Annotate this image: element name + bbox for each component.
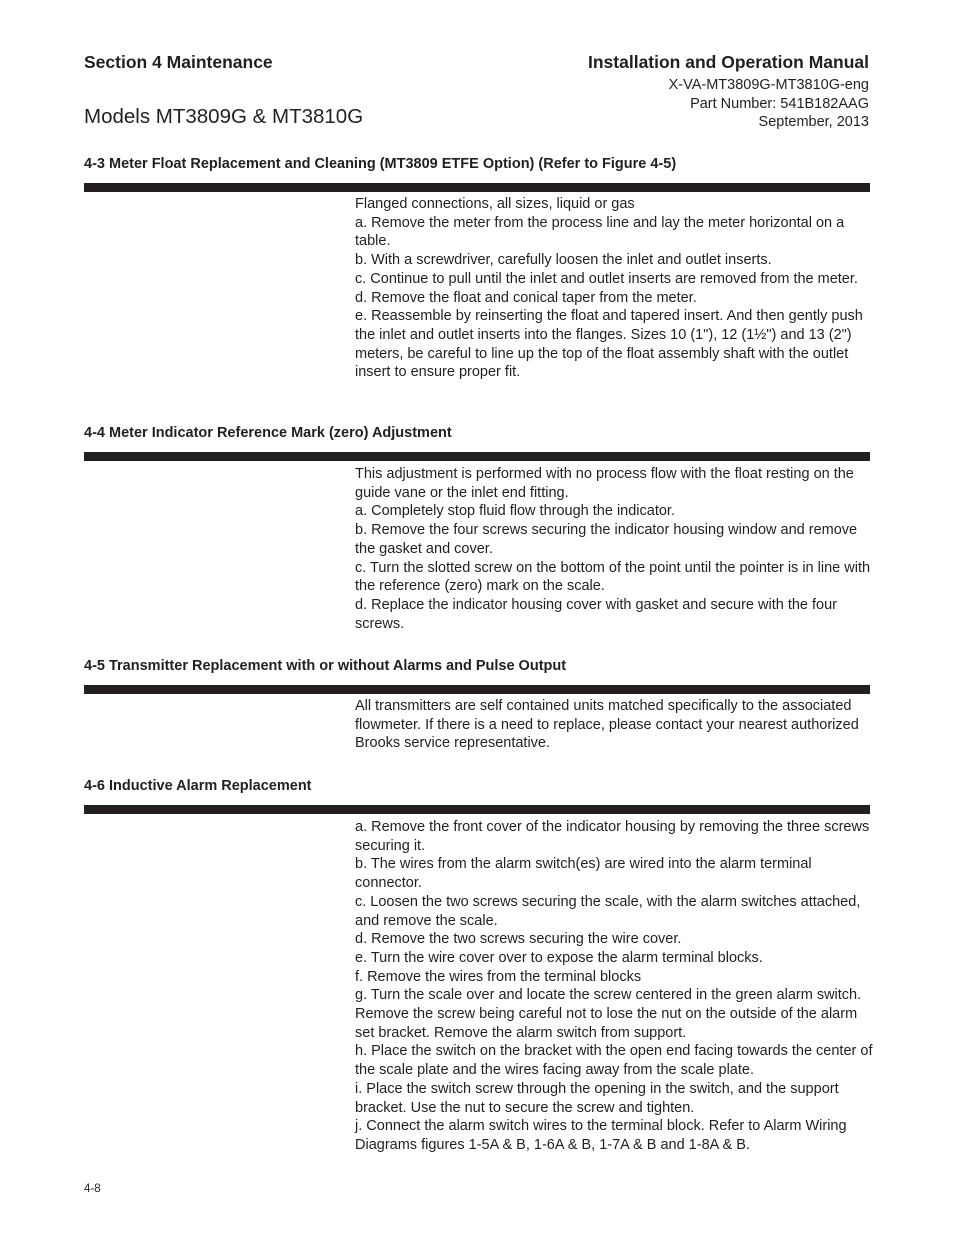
- section-body-4-3: [355, 195, 875, 382]
- section-title-4-6: 4-6 Inductive Alarm Replacement: [84, 778, 312, 794]
- paragraph: b. Remove the four screws securing the indicator housing window and remove the gasket and cover.: [355, 522, 858, 557]
- section-body-4-4: [355, 465, 875, 633]
- section-label: Section 4 Maintenance: [84, 52, 273, 72]
- paragraph: b. The wires from the alarm switch(es) are wired into the alarm terminal connector.: [355, 856, 812, 892]
- paragraph: g. Turn the scale over and locate the screw centered in the green alarm switch. Remove the screw being careful not to lose the nut on the outside of the alarm set bracket. Remove the alarm switch from support.: [355, 987, 862, 1041]
- section-body-4-6: [355, 818, 875, 1155]
- section-rule: [84, 183, 870, 192]
- section-rule: [84, 805, 870, 814]
- document-info: [588, 52, 869, 132]
- section-body-4-5: [355, 697, 875, 753]
- paragraph: This adjustment is performed with no process flow with the float resting on the guide vane or the inlet end fitting.: [355, 466, 854, 501]
- manual-title: Installation and Operation Manual: [588, 52, 869, 72]
- paragraph: b. With a screwdriver, carefully loosen the inlet and outlet inserts.: [355, 252, 772, 269]
- section-title-4-5: 4-5 Transmitter Replacement with or without Alarms and Pulse Output: [84, 658, 567, 674]
- paragraph: f. Remove the wires from the terminal blocks: [355, 968, 642, 985]
- page-number: 4-8: [84, 1183, 101, 1195]
- section-title-4-4: 4-4 Meter Indicator Reference Mark (zero) Adjustment: [84, 425, 452, 441]
- paragraph: c. Continue to pull until the inlet and outlet inserts are removed from the meter.: [355, 270, 858, 287]
- section-rule: [84, 685, 870, 694]
- paragraph: i. Place the switch screw through the opening in the switch, and the support bracket. Use the nut to secure the screw and tighten.: [355, 1080, 839, 1116]
- paragraph: e. Reassemble by reinserting the float and tapered insert. And then gently push the inlet and outlet inserts into the flanges. Sizes 10 (1"), 12 (1½") and 13 (2") meters, be careful to line up the top of the float assembly shaft with the outlet insert to ensure proper fit.: [355, 308, 863, 381]
- publication-date: September, 2013: [758, 114, 869, 130]
- paragraph: All transmitters are self contained units matched specifically to the associated flowmeter. If there is a need to replace, please contact your nearest authorized Brooks service representative.: [355, 698, 859, 752]
- paragraph: c. Turn the slotted screw on the bottom of the point until the pointer is in line with the reference (zero) mark on the scale.: [355, 559, 871, 595]
- paragraph: a. Completely stop fluid flow through the indicator.: [355, 503, 675, 520]
- paragraph: e. Turn the wire cover over to expose the alarm terminal blocks.: [355, 949, 763, 966]
- part-number: Part Number: 541B182AAG: [690, 95, 869, 112]
- section-rule: [84, 452, 870, 461]
- paragraph: d. Remove the float and conical taper from the meter.: [355, 289, 697, 306]
- paragraph: h. Place the switch on the bracket with the open end facing towards the center of the scale plate and the wires facing away from the scale plate.: [355, 1043, 873, 1079]
- paragraph: j. Connect the alarm switch wires to the terminal block. Refer to Alarm Wiring Diagrams figures 1-5A & B, 1-6A & B, 1-7A & B and 1-8A & B.: [355, 1118, 847, 1153]
- paragraph: a. Remove the front cover of the indicator housing by removing the three screws securing it.: [355, 819, 870, 854]
- document-number: X-VA-MT3809G-MT3810G-eng: [668, 77, 869, 93]
- paragraph: c. Loosen the two screws securing the scale, with the alarm switches attached, and remove the scale.: [355, 893, 861, 929]
- paragraph: Flanged connections, all sizes, liquid or gas: [355, 196, 635, 212]
- paragraph: d. Replace the indicator housing cover with gasket and secure with the four screws.: [355, 596, 837, 632]
- section-title-4-3: 4-3 Meter Float Replacement and Cleaning (MT3809 ETFE Option) (Refer to Figure 4-5): [84, 156, 677, 172]
- paragraph: d. Remove the two screws securing the wire cover.: [355, 931, 682, 948]
- models-title: Models MT3809G & MT3810G: [84, 105, 364, 128]
- paragraph: a. Remove the meter from the process line and lay the meter horizontal on a table.: [355, 214, 845, 250]
